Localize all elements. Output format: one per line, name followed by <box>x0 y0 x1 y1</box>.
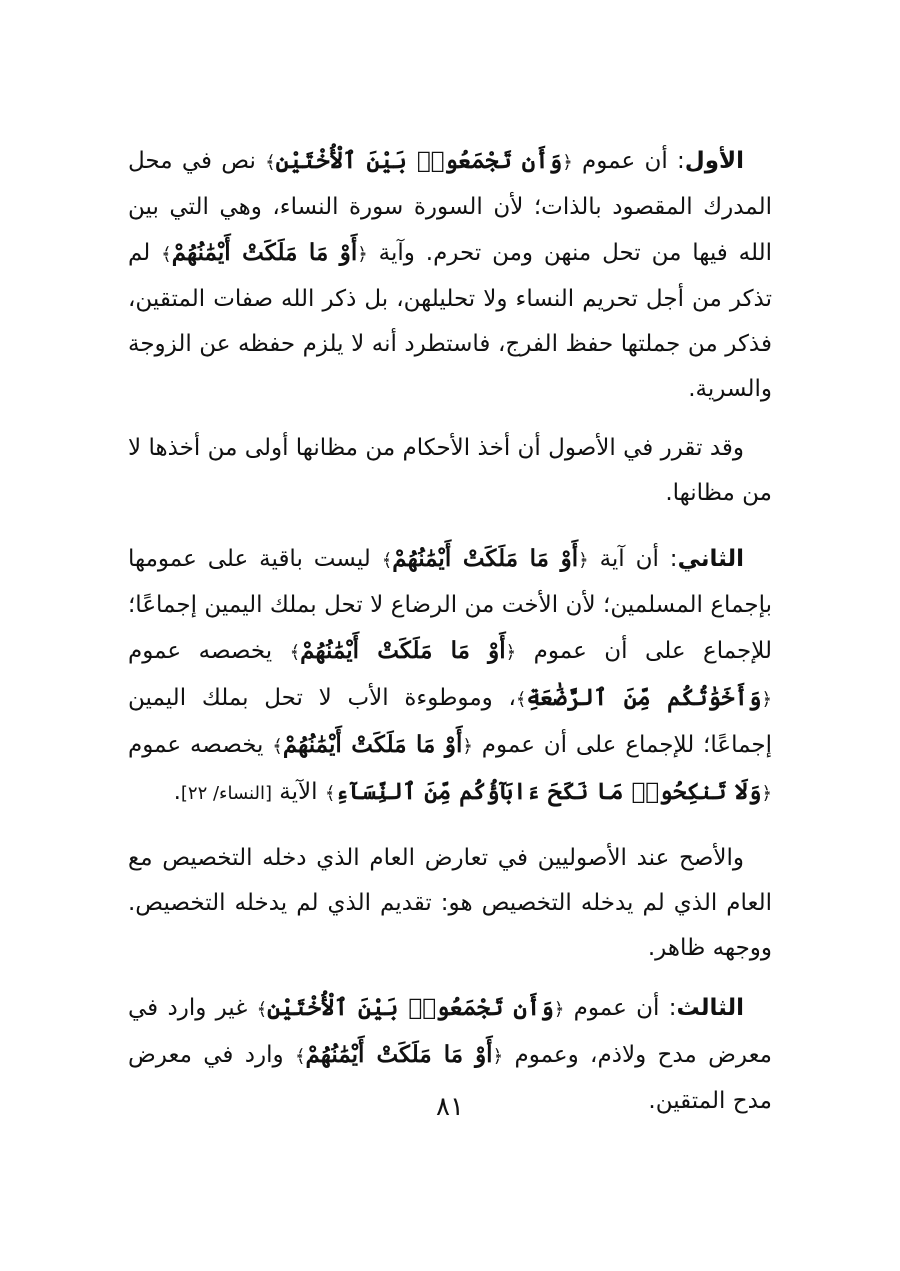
verse-foster-sisters: ﴿وَأَخَوَٰتُكُم مِّنَ ٱلرَّضَٰعَةِ﴾ <box>515 684 773 711</box>
paragraph-first: الأول: أن عموم ﴿وَأَن تَجْمَعُوا۟ بَيْنَ ٱلْأُخْتَيْنِ﴾ نص في محل المدرك المقصود بالذات؛ لأن السورة سورة النساء، وهي التي بين الله فيها من تحل منهن ومن تحرم. وآية ﴿أَوْ مَا مَلَكَتْ أَيْمَٰنُهُمْ﴾ لم تذكر من أجل تحريم النساء ولا تحليلهن، بل ذكر الله صفات المتقين، فذكر من جملتها حفظ الفرج، فاستطرد أنه لا يلزم حفظه عن الزوجة والسرية. <box>128 147 772 402</box>
paragraph-second: الثاني: أن آية ﴿أَوْ مَا مَلَكَتْ أَيْمَٰنُهُمْ﴾ ليست باقية على عمومها بإجماع المسلمين؛ لأن الأخت من الرضاع لا تحل بملك اليمين إجماعًا؛ للإجماع على أن عموم ﴿أَوْ مَا مَلَكَتْ أَيْمَٰنُهُمْ﴾ يخصصه عموم ﴿وَأَخَوَٰتُكُم مِّنَ ٱلرَّضَٰعَةِ﴾، وموطوءة الأب لا تحل بملك اليمين إجماعًا؛ للإجماع على أن عموم ﴿أَوْ مَا مَلَكَتْ أَيْمَٰنُهُمْ﴾ يخصصه عموم ﴿وَلَا تَنكِحُوا۟ مَا نَكَحَ ءَابَآؤُكُم مِّنَ ٱلنِّسَآءِ﴾ الآية [النساء/ ٢٢]. <box>128 545 773 805</box>
paragraph-principle: وقد تقرر في الأصول أن أخذ الأحكام من مظانها أولى من أخذها لا من مظانها. <box>128 435 772 506</box>
page-number: ٨١ <box>436 1092 464 1122</box>
verse-right-hands: ﴿أَوْ مَا مَلَكَتْ أَيْمَٰنُهُمْ﴾ <box>289 637 517 664</box>
verse-sisters: ﴿وَأَن تَجْمَعُوا۟ بَيْنَ ٱلْأُخْتَيْنِ﴾ <box>265 147 573 174</box>
label-third: الثالث <box>676 995 744 1021</box>
paragraph-preference: والأصح عند الأصوليين في تعارض العام الذي دخله التخصيص مع العام الذي لم يدخله التخصيص هو: تقديم الذي لم يدخله التخصيص. ووجهه ظاهر. <box>128 845 772 961</box>
citation-nisa-22: [النساء/ ٢٢] <box>180 783 272 804</box>
verse-sisters: ﴿وَأَن تَجْمَعُوا۟ بَيْنَ ٱلْأُخْتَيْنِ﴾ <box>256 994 565 1021</box>
verse-right-hands: ﴿أَوْ مَا مَلَكَتْ أَيْمَٰنُهُمْ﴾ <box>161 239 368 266</box>
verse-right-hands: ﴿أَوْ مَا مَلَكَتْ أَيْمَٰنُهُمْ﴾ <box>294 1041 504 1068</box>
verse-fathers-wives: ﴿وَلَا تَنكِحُوا۟ مَا نَكَحَ ءَابَآؤُكُم مِّنَ ٱلنِّسَآءِ﴾ <box>324 778 772 805</box>
label-second: الثاني <box>677 546 745 572</box>
verse-right-hands: ﴿أَوْ مَا مَلَكَتْ أَيْمَٰنُهُمْ﴾ <box>272 731 473 758</box>
paragraph-third: الثالث: أن عموم ﴿وَأَن تَجْمَعُوا۟ بَيْنَ ٱلْأُخْتَيْنِ﴾ غير وارد في معرض مدح ولاذم، وعموم ﴿أَوْ مَا مَلَكَتْ أَيْمَٰنُهُمْ﴾ وارد في معرض مدح المتقين. <box>128 994 773 1114</box>
verse-right-hands: ﴿أَوْ مَا مَلَكَتْ أَيْمَٰنُهُمْ﴾ <box>381 545 589 572</box>
label-first: الأول <box>684 148 744 174</box>
page-body <box>128 138 772 1138</box>
